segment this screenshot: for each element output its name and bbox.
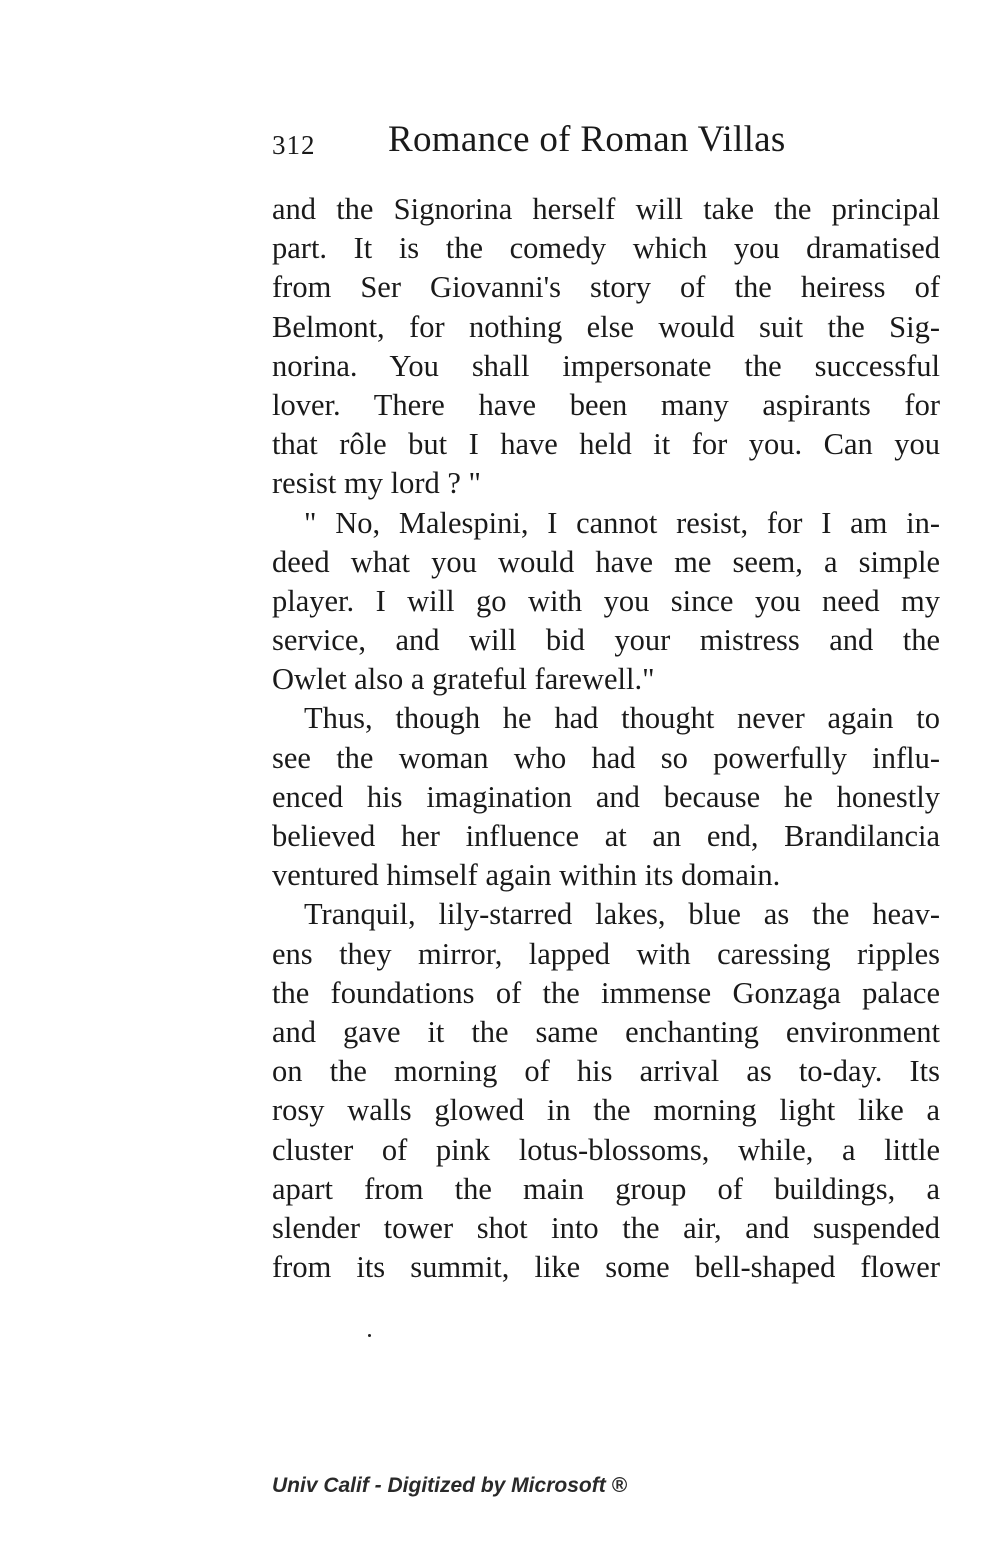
text-line: that rôle but I have held it for you. Can you [272,427,940,462]
text-line: and gave it the same enchanting environment [272,1014,940,1049]
text-line: apart from the main group of buildings, a [272,1171,940,1206]
page-header [272,118,940,168]
text-line: resist my lord ? " [272,466,481,501]
text-line: the foundations of the immense Gonzaga palace [272,975,940,1010]
page-number: 312 [272,130,316,160]
body-text [272,190,940,1287]
text-line: slender tower shot into the air, and suspended [272,1210,940,1245]
print-speck [368,1334,371,1337]
text-line: lover. There have been many aspirants for [272,387,940,422]
text-line: norina. You shall impersonate the successful [272,348,940,383]
text-line: from Ser Giovanni's story of the heiress of [272,270,940,305]
text-line: service, and will bid your mistress and the [272,623,940,658]
text-line: Belmont, for nothing else would suit the Sig- [272,309,940,344]
text-line: cluster of pink lotus-blossoms, while, a little [272,1132,940,1167]
text-line: ens they mirror, lapped with caressing ripples [272,936,940,971]
text-line: rosy walls glowed in the morning light like a [272,1093,940,1128]
text-line: believed her influence at an end, Brandilancia [272,819,940,853]
text-line: Tranquil, lily-starred lakes, blue as the heav- [304,897,940,932]
text-line: and the Signorina herself will take the principal [272,192,940,226]
digitization-watermark: Univ Calif - Digitized by Microsoft ® [272,1474,627,1497]
running-title: Romance of Roman Villas [388,119,786,160]
text-line: part. It is the comedy which you dramatised [272,231,940,266]
text-line: player. I will go with you since you need my [272,583,940,618]
text-line: on the morning of his arrival as to-day. Its [272,1054,940,1089]
text-line: see the woman who had so powerfully influ- [272,740,940,775]
text-line: enced his imagination and because he honestly [272,779,940,814]
text-line: " No, Malespini, I cannot resist, for I am in- [304,505,940,540]
text-line: from its summit, like some bell-shaped flower [272,1250,940,1285]
text-line: Thus, though he had thought never again to [304,701,940,736]
text-line: Owlet also a grateful farewell." [272,662,655,697]
text-line: deed what you would have me seem, a simple [272,544,940,579]
text-line: ventured himself again within its domain. [272,858,781,893]
